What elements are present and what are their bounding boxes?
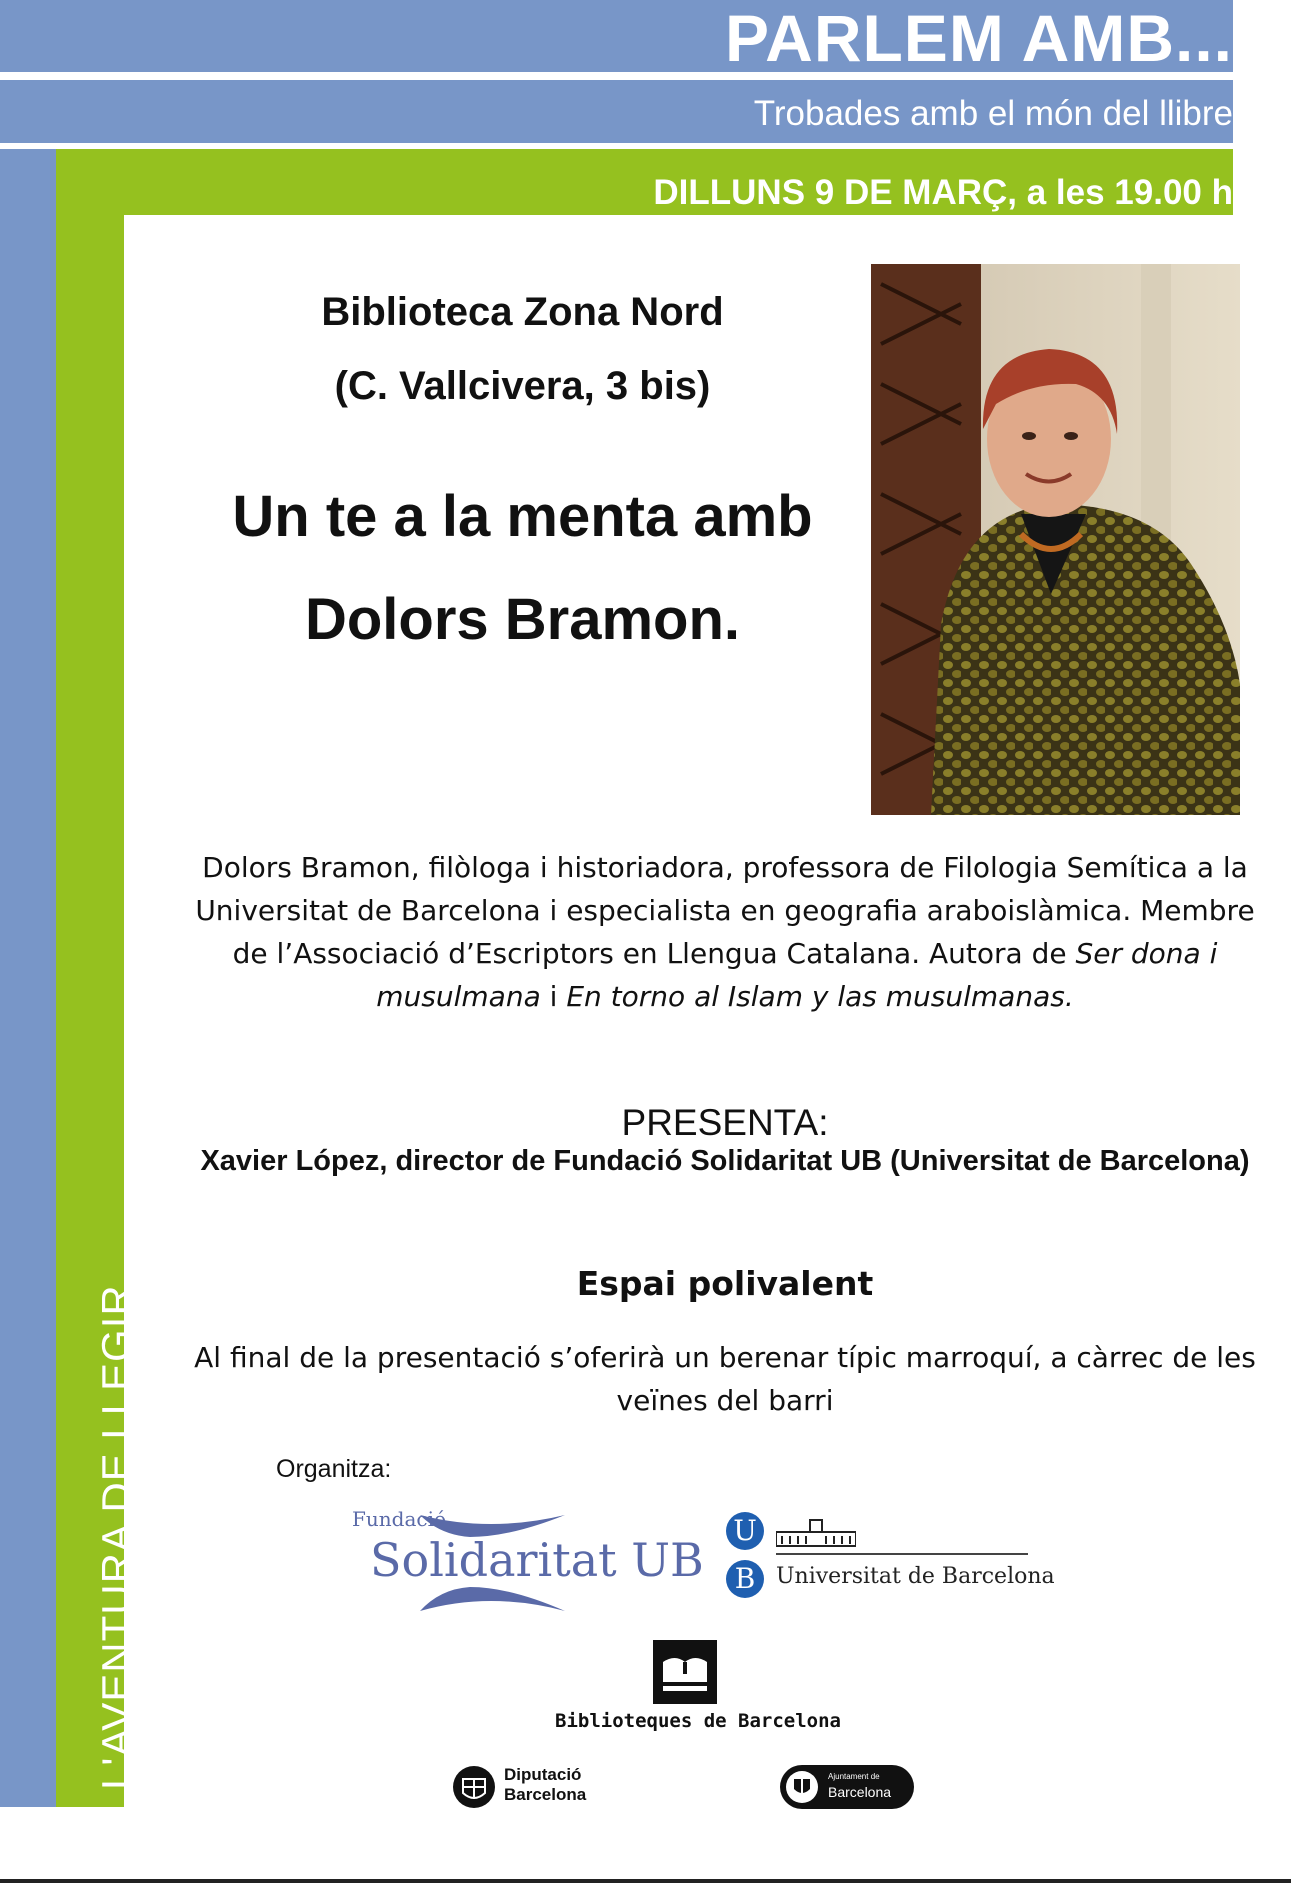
- ub-divider: [776, 1553, 1028, 1555]
- author-portrait-photo: [871, 264, 1240, 815]
- book-title-1: Ser dona i musulmana: [376, 937, 1218, 1013]
- book-icon: [653, 1640, 717, 1704]
- event-title-line2: Dolors Bramon.: [304, 587, 741, 652]
- diputacio-barcelona-logo: [452, 1763, 612, 1811]
- presenter-name: Xavier López, director de Fundació Solidaritat UB (Universitat de Barcelona): [200, 1145, 1250, 1177]
- bottom-border: [0, 1879, 1291, 1883]
- ub-name: Universitat de Barcelona: [776, 1564, 1055, 1589]
- book-title-2: En torno al Islam y las musulmanas.: [566, 980, 1074, 1013]
- left-blue-band: [0, 149, 56, 1807]
- portrait-illustration: [871, 264, 1240, 815]
- diputacio-line2: Barcelona: [504, 1785, 587, 1804]
- biblioteques-name: Biblioteques de Barcelona: [555, 1710, 841, 1732]
- ub-circle-u: U: [726, 1512, 764, 1550]
- event-title-line1: Un te a la menta amb: [232, 484, 813, 549]
- ub-circle-b: B: [726, 1560, 764, 1598]
- diputacio-emblem-icon: [452, 1765, 496, 1809]
- ajuntament-small-text: Ajuntament de: [828, 1772, 880, 1781]
- universitat-de-barcelona-logo: [722, 1508, 1055, 1603]
- bio-text: Dolors Bramon, filòloga i historiadora, professora de Filologia Semítica a la Universitat de Barcelona i especialista en geografia araboislàmica. Membre de l’Associació d’Escriptors en Llengua Catalana. Autora de: [195, 851, 1255, 970]
- event-space: Espai polivalent: [576, 1264, 874, 1303]
- fundacio-solidaritat-ub-logo: [350, 1505, 704, 1615]
- diputacio-line1: Diputació: [504, 1765, 582, 1784]
- series-side-label: L'AVENTURA DE LLEGIR: [93, 1284, 140, 1790]
- header-title: PARLEM AMB...: [725, 1, 1233, 75]
- biblioteques-de-barcelona-logo: [555, 1640, 841, 1740]
- ajuntament-barcelona-logo: [780, 1763, 916, 1811]
- fundacio-small-text: Fundació: [352, 1507, 447, 1531]
- ajuntament-main-text: Barcelona: [828, 1784, 892, 1800]
- author-biography: [180, 846, 1270, 1018]
- organizer-label: Organitza:: [276, 1455, 392, 1483]
- header-subtitle: Trobades amb el món del llibre: [753, 94, 1233, 133]
- presenter-heading: PRESENTA:: [621, 1102, 829, 1143]
- venue-name: Biblioteca Zona Nord: [321, 290, 724, 334]
- venue-address: (C. Vallcivera, 3 bis): [334, 364, 711, 408]
- fundacio-main-text: Solidaritat UB: [370, 1533, 704, 1587]
- snack-note: Al final de la presentació s’oferirà un berenar típic marroquí, a càrrec de les veïnes del barri: [194, 1341, 1256, 1417]
- bio-connector: i: [540, 980, 567, 1013]
- ub-building-icon: [776, 1518, 856, 1548]
- event-date: DILLUNS 9 DE MARÇ, a les 19.00 h: [653, 173, 1233, 212]
- ajuntament-shield-icon: [784, 1769, 820, 1805]
